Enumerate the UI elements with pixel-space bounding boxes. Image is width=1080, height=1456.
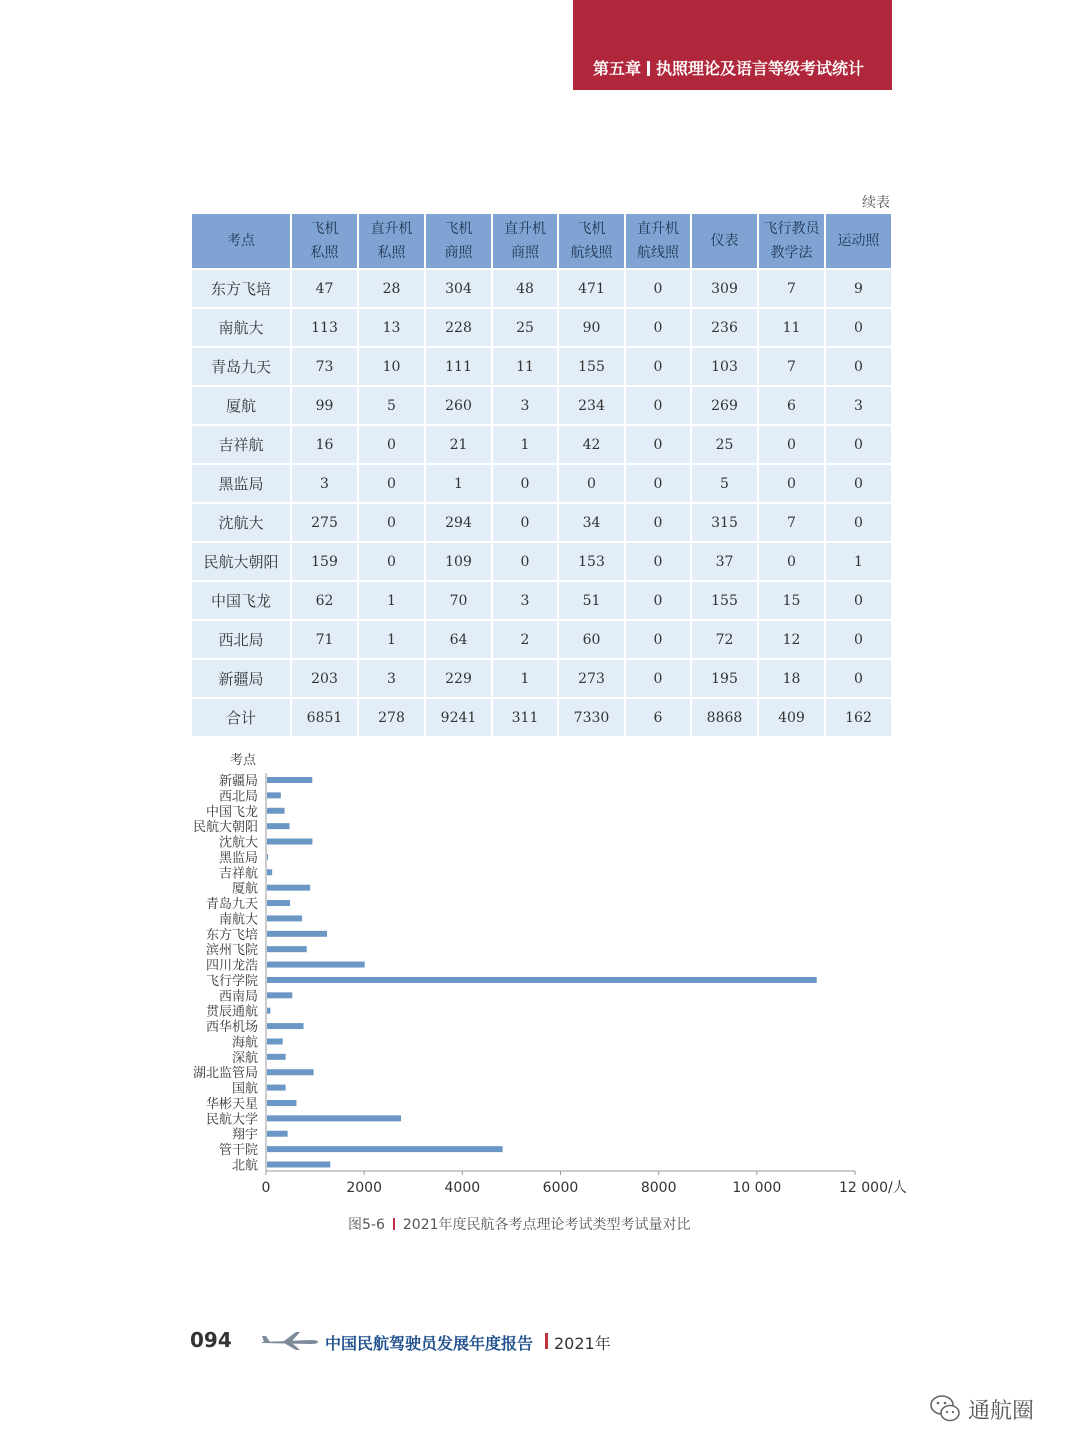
column-header-line: 商照 <box>511 245 539 261</box>
value-cell: 11 <box>492 347 558 386</box>
footer-separator <box>545 1333 548 1349</box>
category-label: 翔宇 <box>231 1126 258 1142</box>
bar <box>267 1162 330 1168</box>
value-cell: 0 <box>758 464 825 503</box>
category-label: 湖北监管局 <box>192 1065 258 1081</box>
value-cell: 228 <box>425 308 492 347</box>
figure-number: 图5-6 <box>348 1217 385 1233</box>
column-header-line: 飞行教员 <box>763 221 820 237</box>
value-cell: 28 <box>358 269 425 308</box>
station-cell: 西北局 <box>191 620 291 659</box>
category-label: 西华机场 <box>205 1019 258 1035</box>
bar <box>267 931 327 937</box>
category-label: 中国飞龙 <box>205 803 258 819</box>
value-cell: 5 <box>691 464 758 503</box>
bar <box>267 1146 503 1152</box>
value-cell: 0 <box>825 620 892 659</box>
value-cell: 72 <box>691 620 758 659</box>
column-header-line: 商照 <box>444 245 473 261</box>
value-cell: 234 <box>558 386 625 425</box>
banner-separator <box>647 61 650 76</box>
value-cell: 1 <box>358 581 425 620</box>
station-cell: 南航大 <box>191 308 291 347</box>
bar <box>267 1115 401 1121</box>
value-cell: 162 <box>825 698 892 737</box>
value-cell: 0 <box>625 347 691 386</box>
value-cell: 275 <box>291 503 358 542</box>
value-cell: 3 <box>358 659 425 698</box>
table-row <box>191 581 892 620</box>
category-label: 民航大学 <box>205 1111 258 1127</box>
value-cell: 0 <box>825 581 892 620</box>
value-cell: 0 <box>825 503 892 542</box>
value-cell: 269 <box>691 386 758 425</box>
category-label: 青岛九天 <box>205 896 258 912</box>
value-cell: 0 <box>625 464 691 503</box>
category-label: 北航 <box>231 1157 258 1173</box>
value-cell: 0 <box>492 464 558 503</box>
bar <box>267 992 292 998</box>
value-cell: 25 <box>492 308 558 347</box>
column-header-line: 私照 <box>377 245 406 261</box>
value-cell: 99 <box>291 386 358 425</box>
column-header <box>358 213 425 269</box>
column-header-line: 仪表 <box>710 233 739 249</box>
bar <box>267 1054 286 1060</box>
value-cell: 0 <box>825 347 892 386</box>
value-cell: 3 <box>492 386 558 425</box>
table-row <box>191 503 892 542</box>
category-label: 飞行学院 <box>205 972 258 988</box>
value-cell: 47 <box>291 269 358 308</box>
value-cell: 7 <box>758 269 825 308</box>
value-cell: 21 <box>425 425 492 464</box>
category-label: 民航大朝阳 <box>192 819 258 835</box>
value-cell: 153 <box>558 542 625 581</box>
value-cell: 34 <box>558 503 625 542</box>
table-row <box>191 425 892 464</box>
value-cell: 51 <box>558 581 625 620</box>
column-header-line: 飞机 <box>444 221 473 237</box>
station-cell: 吉祥航 <box>191 425 291 464</box>
column-header <box>691 213 758 269</box>
value-cell: 1 <box>825 542 892 581</box>
value-cell: 0 <box>825 464 892 503</box>
value-cell: 113 <box>291 308 358 347</box>
bar-chart-svg <box>185 745 915 1215</box>
station-cell: 中国飞龙 <box>191 581 291 620</box>
column-header <box>825 213 892 269</box>
station-cell: 黑监局 <box>191 464 291 503</box>
value-cell: 10 <box>358 347 425 386</box>
value-cell: 0 <box>625 386 691 425</box>
value-cell: 8868 <box>691 698 758 737</box>
column-header <box>492 213 558 269</box>
x-tick-label: 6000 <box>542 1180 579 1196</box>
value-cell: 109 <box>425 542 492 581</box>
x-tick-label: 10 000 <box>732 1180 782 1196</box>
value-cell: 0 <box>825 308 892 347</box>
bar <box>267 1085 286 1091</box>
station-cell: 厦航 <box>191 386 291 425</box>
value-cell: 159 <box>291 542 358 581</box>
value-cell: 155 <box>691 581 758 620</box>
table-row <box>191 464 892 503</box>
figure-title: 2021年度民航各考点理论考试类型考试量对比 <box>402 1217 691 1233</box>
value-cell: 236 <box>691 308 758 347</box>
bar <box>267 900 290 906</box>
column-header-line: 飞机 <box>310 221 339 237</box>
value-cell: 7 <box>758 347 825 386</box>
value-cell: 5 <box>358 386 425 425</box>
category-label: 海航 <box>231 1034 258 1050</box>
column-header <box>625 213 691 269</box>
value-cell: 0 <box>625 542 691 581</box>
column-header <box>758 213 825 269</box>
value-cell: 1 <box>492 659 558 698</box>
table-row <box>191 542 892 581</box>
bar <box>267 839 312 845</box>
y-axis-title: 考点 <box>229 752 257 767</box>
value-cell: 0 <box>758 542 825 581</box>
value-cell: 15 <box>758 581 825 620</box>
column-header <box>425 213 492 269</box>
value-cell: 0 <box>558 464 625 503</box>
bar <box>267 915 302 921</box>
category-label: 华彬天星 <box>205 1095 258 1111</box>
category-label: 东方飞培 <box>205 926 258 942</box>
bar <box>267 1023 304 1029</box>
value-cell: 7 <box>758 503 825 542</box>
value-cell: 3 <box>291 464 358 503</box>
table-row <box>191 269 892 308</box>
x-tick-label: 8000 <box>640 1180 677 1196</box>
category-label: 四川龙浩 <box>205 957 258 973</box>
page-number: 094 <box>190 1328 232 1352</box>
value-cell: 311 <box>492 698 558 737</box>
report-year: 2021年 <box>554 1334 611 1353</box>
value-cell: 0 <box>758 425 825 464</box>
value-cell: 11 <box>758 308 825 347</box>
x-tick-label: 2000 <box>346 1180 382 1196</box>
value-cell: 0 <box>625 503 691 542</box>
airplane-icon <box>260 1330 320 1352</box>
value-cell: 62 <box>291 581 358 620</box>
table-row <box>191 347 892 386</box>
x-tick-label: 12 000/人 <box>839 1180 907 1196</box>
category-label: 厦航 <box>231 880 258 896</box>
value-cell: 16 <box>291 425 358 464</box>
value-cell: 7330 <box>558 698 625 737</box>
table-continued-label: 续表 <box>862 195 890 211</box>
table-row <box>191 620 892 659</box>
bar <box>267 885 310 891</box>
station-cell: 新疆局 <box>191 659 291 698</box>
caption-separator <box>393 1218 395 1230</box>
value-cell: 1 <box>492 425 558 464</box>
column-header-line: 直升机 <box>504 221 546 237</box>
station-cell: 东方飞培 <box>191 269 291 308</box>
column-header-line: 私照 <box>310 245 339 261</box>
column-header <box>558 213 625 269</box>
bar <box>267 777 312 783</box>
bar <box>267 977 817 983</box>
value-cell: 0 <box>625 308 691 347</box>
station-cell: 民航大朝阳 <box>191 542 291 581</box>
category-label: 管干院 <box>218 1142 258 1158</box>
value-cell: 6 <box>758 386 825 425</box>
value-cell: 42 <box>558 425 625 464</box>
category-label: 西北局 <box>218 788 258 804</box>
category-label: 黑监局 <box>218 849 258 865</box>
category-label: 滨州飞院 <box>205 942 258 958</box>
value-cell: 48 <box>492 269 558 308</box>
value-cell: 9 <box>825 269 892 308</box>
table-row <box>191 698 892 737</box>
value-cell: 0 <box>358 464 425 503</box>
value-cell: 12 <box>758 620 825 659</box>
bar <box>267 808 285 814</box>
value-cell: 0 <box>625 581 691 620</box>
bar <box>267 962 365 968</box>
value-cell: 73 <box>291 347 358 386</box>
column-header-line: 飞机 <box>577 221 606 237</box>
x-tick-label: 0 <box>261 1180 271 1196</box>
table-body <box>191 269 892 737</box>
value-cell: 90 <box>558 308 625 347</box>
value-cell: 0 <box>625 659 691 698</box>
x-tick-label: 4000 <box>444 1180 481 1196</box>
station-cell: 青岛九天 <box>191 347 291 386</box>
chapter-banner <box>573 0 892 90</box>
value-cell: 64 <box>425 620 492 659</box>
value-cell: 294 <box>425 503 492 542</box>
value-cell: 471 <box>558 269 625 308</box>
column-header-line: 航线照 <box>637 245 679 261</box>
bar-chart <box>185 745 915 1215</box>
value-cell: 6851 <box>291 698 358 737</box>
table-header-row <box>191 213 892 269</box>
value-cell: 1 <box>358 620 425 659</box>
column-header-line: 航线照 <box>570 245 613 261</box>
value-cell: 273 <box>558 659 625 698</box>
wechat-icon <box>928 1392 962 1426</box>
bar <box>267 823 290 829</box>
value-cell: 0 <box>625 425 691 464</box>
value-cell: 309 <box>691 269 758 308</box>
value-cell: 0 <box>358 503 425 542</box>
bar <box>267 1069 314 1075</box>
value-cell: 111 <box>425 347 492 386</box>
value-cell: 409 <box>758 698 825 737</box>
value-cell: 203 <box>291 659 358 698</box>
bar <box>267 869 272 875</box>
value-cell: 0 <box>358 425 425 464</box>
column-header-line: 直升机 <box>637 221 679 237</box>
value-cell: 9241 <box>425 698 492 737</box>
chapter-title: 执照理论及语言等级考试统计 <box>656 59 865 78</box>
value-cell: 0 <box>625 269 691 308</box>
value-cell: 304 <box>425 269 492 308</box>
report-title: 中国民航驾驶员发展年度报告 <box>325 1334 534 1353</box>
value-cell: 155 <box>558 347 625 386</box>
value-cell: 71 <box>291 620 358 659</box>
value-cell: 3 <box>825 386 892 425</box>
value-cell: 18 <box>758 659 825 698</box>
value-cell: 0 <box>358 542 425 581</box>
value-cell: 60 <box>558 620 625 659</box>
table-row <box>191 659 892 698</box>
table-row <box>191 386 892 425</box>
value-cell: 229 <box>425 659 492 698</box>
station-cell: 合计 <box>191 698 291 737</box>
exam-stats-table <box>190 212 893 738</box>
page-footer <box>190 1326 690 1358</box>
value-cell: 70 <box>425 581 492 620</box>
bar <box>267 854 268 860</box>
column-header <box>291 213 358 269</box>
value-cell: 0 <box>825 659 892 698</box>
value-cell: 6 <box>625 698 691 737</box>
value-cell: 1 <box>425 464 492 503</box>
column-header <box>191 213 291 269</box>
value-cell: 315 <box>691 503 758 542</box>
watermark-text: 通航圈 <box>968 1399 1035 1424</box>
value-cell: 103 <box>691 347 758 386</box>
value-cell: 25 <box>691 425 758 464</box>
value-cell: 3 <box>492 581 558 620</box>
category-label: 吉祥航 <box>218 865 258 881</box>
figure-caption <box>348 1214 691 1234</box>
column-header-line: 考点 <box>227 233 255 249</box>
table-row <box>191 308 892 347</box>
value-cell: 2 <box>492 620 558 659</box>
bar <box>267 792 281 798</box>
category-label: 新疆局 <box>218 773 258 788</box>
value-cell: 0 <box>625 620 691 659</box>
column-header-line: 直升机 <box>370 221 413 237</box>
station-cell: 沈航大 <box>191 503 291 542</box>
category-label: 深航 <box>231 1049 258 1065</box>
value-cell: 278 <box>358 698 425 737</box>
value-cell: 0 <box>492 503 558 542</box>
bar <box>267 946 307 952</box>
value-cell: 0 <box>492 542 558 581</box>
value-cell: 37 <box>691 542 758 581</box>
value-cell: 0 <box>825 425 892 464</box>
bar <box>267 1100 296 1106</box>
bar <box>267 1008 270 1014</box>
column-header-line: 教学法 <box>770 245 813 261</box>
category-label: 贯辰通航 <box>205 1003 258 1019</box>
category-label: 南航大 <box>218 911 258 927</box>
chapter-number: 第五章 <box>593 59 642 78</box>
value-cell: 13 <box>358 308 425 347</box>
value-cell: 195 <box>691 659 758 698</box>
watermark <box>928 1390 1058 1430</box>
value-cell: 260 <box>425 386 492 425</box>
column-header-line: 运动照 <box>837 233 880 249</box>
category-label: 西南局 <box>218 988 258 1004</box>
bar <box>267 1038 283 1044</box>
category-label: 沈航大 <box>218 834 258 850</box>
bar <box>267 1131 288 1137</box>
category-label: 国航 <box>231 1080 258 1096</box>
